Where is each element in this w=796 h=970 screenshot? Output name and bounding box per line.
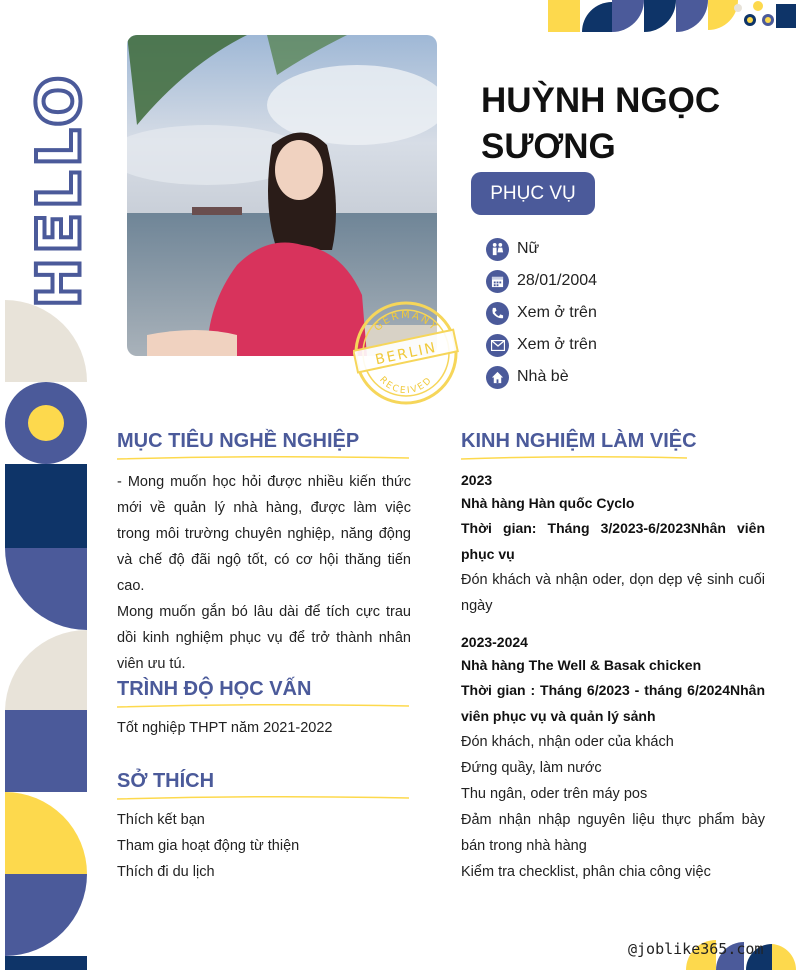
title-underline <box>461 454 687 462</box>
hobby-item: Tham gia hoạt động từ thiện <box>117 838 300 854</box>
stamp-mid-text: BERLIN <box>373 339 439 369</box>
hello-text: HELLO <box>24 71 95 309</box>
hobby-item: Thích đi du lịch <box>117 864 215 880</box>
address-row <box>486 361 597 393</box>
job-period: Thời gian : Tháng 6/2023 - tháng 6/2024Nhân viên phục vụ và quản lý sảnh <box>461 682 765 724</box>
objective-title: MỤC TIÊU NGHỀ NGHIỆP <box>117 430 360 452</box>
job-task: Đứng quầy, làm nước <box>461 760 602 776</box>
job-year: 2023-2024 <box>461 634 528 650</box>
candidate-name <box>481 78 771 170</box>
phone-value: Xem ở trên <box>517 304 597 321</box>
education-title: TRÌNH ĐỘ HỌC VẤN <box>117 678 312 700</box>
job-year: 2023 <box>461 472 493 488</box>
hobbies-section <box>117 769 411 885</box>
svg-text:GERMANY <box>372 310 439 334</box>
hobby-item: Thích kết bạn <box>117 812 205 828</box>
mail-icon <box>486 334 509 357</box>
decorative-strip <box>5 300 87 970</box>
home-icon <box>486 366 509 389</box>
objective-paragraph-1: - Mong muốn học hỏi được nhiều kiến thức mới về quản lý nhà hàng, được làm việc trong môi trường chuyên nghiệp, năng động và chế độ đãi ngộ tốt, có cơ hội thăng tiến cao. <box>117 474 411 594</box>
svg-text:RECEIVED <box>377 375 435 396</box>
experience-section <box>461 429 765 897</box>
job-task: Thu ngân, oder trên máy pos <box>461 786 648 802</box>
job-task: Kiểm tra checklist, phân chia công việc <box>461 864 711 880</box>
calendar-icon <box>486 270 509 293</box>
job-entry <box>461 631 765 885</box>
contact-info <box>486 233 597 393</box>
gender-value: Nữ <box>517 240 540 257</box>
watermark-site: @joblike365.com <box>628 940 764 958</box>
job-task: Đón khách và nhận oder, dọn dẹp vệ sinh cuối ngày <box>461 572 765 614</box>
email-value: Xem ở trên <box>517 336 597 353</box>
title-underline <box>117 794 409 802</box>
job-task: Đón khách, nhận oder của khách <box>461 734 674 750</box>
experience-title: KINH NGHIỆM LÀM VIỆC <box>461 430 697 452</box>
top-decoration <box>548 0 796 32</box>
name-line-1: HUỲNH NGỌC <box>481 81 721 120</box>
berlin-stamp <box>353 300 459 406</box>
phone-icon <box>486 302 509 325</box>
job-company: Nhà hàng The Well & Basak chicken <box>461 657 702 673</box>
job-task: Đảm nhận nhập nguyên liệu thực phẩm bày bán trong nhà hàng <box>461 812 765 854</box>
title-underline <box>117 454 409 462</box>
name-line-2: SƯƠNG <box>481 127 616 166</box>
address-value: Nhà bè <box>517 368 569 385</box>
education-section <box>117 677 411 741</box>
dob-row <box>486 265 597 297</box>
stamp-top-text: GERMANY <box>372 309 440 334</box>
role-badge: PHỤC VỤ <box>471 172 595 215</box>
job-company: Nhà hàng Hàn quốc Cyclo <box>461 495 635 511</box>
job-period: Thời gian: Tháng 3/2023-6/2023Nhân viên phục vụ <box>461 520 765 562</box>
gender-icon <box>486 238 509 261</box>
objective-section <box>117 429 411 677</box>
education-item: Tốt nghiệp THPT năm 2021-2022 <box>117 720 333 736</box>
stamp-bottom-text: RECEIVED <box>377 374 435 397</box>
gender-row <box>486 233 597 265</box>
email-row <box>486 329 597 361</box>
objective-paragraph-2: Mong muốn gắn bó lâu dài để tích cực trau dồi kinh nghiệm phục vụ để trở thành nhân viên ưu tú. <box>117 604 411 672</box>
phone-row <box>486 297 597 329</box>
dob-value: 28/01/2004 <box>517 272 598 289</box>
hello-decoration <box>24 55 95 325</box>
title-underline <box>117 702 409 710</box>
hobbies-title: SỞ THÍCH <box>117 770 215 792</box>
job-entry <box>461 469 765 619</box>
